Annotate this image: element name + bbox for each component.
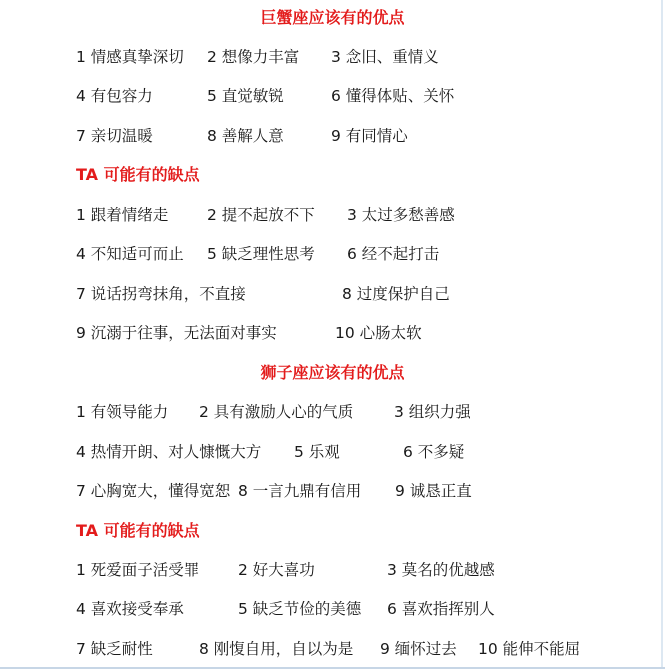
list-item: 1 跟着情绪走 xyxy=(76,206,169,224)
list-item: 6 喜欢指挥别人 xyxy=(387,600,495,618)
list-item: 8 刚愎自用，自以为是 xyxy=(199,640,354,658)
list-item: 5 乐观 xyxy=(294,443,340,461)
list-item: 1 有领导能力 xyxy=(76,403,169,421)
list-item: 10 能伸不能屈 xyxy=(478,640,581,658)
list-item: 8 一言九鼎有信用 xyxy=(238,482,362,500)
list-item: 2 提不起放不下 xyxy=(207,206,315,224)
list-item: 7 缺乏耐性 xyxy=(76,640,153,658)
list-item: 6 懂得体贴、关怀 xyxy=(331,87,455,105)
list-item: 3 念旧、重情义 xyxy=(331,48,439,66)
section-title-leo-weaknesses: TA 可能有的缺点 xyxy=(76,521,200,540)
list-item: 3 组织力强 xyxy=(394,403,471,421)
list-item: 5 缺乏理性思考 xyxy=(207,245,315,263)
list-item: 7 心胸宽大，懂得宽恕 xyxy=(76,482,231,500)
list-item: 6 经不起打击 xyxy=(347,245,440,263)
list-item: 9 有同情心 xyxy=(331,127,408,145)
list-item: 4 喜欢接受奉承 xyxy=(76,600,184,618)
section-title-cancer-strengths: 巨蟹座应该有的优点 xyxy=(260,8,405,27)
list-item: 7 亲切温暖 xyxy=(76,127,153,145)
list-item: 1 死爱面子活受罪 xyxy=(76,561,200,579)
section-title-leo-strengths: 狮子座应该有的优点 xyxy=(260,363,405,382)
list-item: 4 热情开朗、对人慷慨大方 xyxy=(76,443,262,461)
list-item: 10 心肠太软 xyxy=(335,324,422,342)
list-item: 9 诚恳正直 xyxy=(395,482,472,500)
list-item: 4 不知适可而止 xyxy=(76,245,184,263)
list-item: 5 缺乏节俭的美德 xyxy=(238,600,362,618)
list-item: 4 有包容力 xyxy=(76,87,153,105)
list-item: 2 好大喜功 xyxy=(238,561,315,579)
list-item: 7 说话拐弯抹角，不直接 xyxy=(76,285,246,303)
list-item: 3 莫名的优越感 xyxy=(387,561,495,579)
list-item: 8 过度保护自己 xyxy=(342,285,450,303)
right-edge-rule xyxy=(661,0,663,669)
list-item: 5 直觉敏锐 xyxy=(207,87,284,105)
list-item: 2 想像力丰富 xyxy=(207,48,300,66)
list-item: 9 沉溺于往事，无法面对事实 xyxy=(76,324,277,342)
list-item: 9 缅怀过去 xyxy=(380,640,457,658)
list-item: 3 太过多愁善感 xyxy=(347,206,455,224)
list-item: 2 具有激励人心的气质 xyxy=(199,403,354,421)
section-title-cancer-weaknesses: TA 可能有的缺点 xyxy=(76,165,200,184)
list-item: 8 善解人意 xyxy=(207,127,284,145)
list-item: 1 情感真挚深切 xyxy=(76,48,184,66)
list-item: 6 不多疑 xyxy=(403,443,465,461)
